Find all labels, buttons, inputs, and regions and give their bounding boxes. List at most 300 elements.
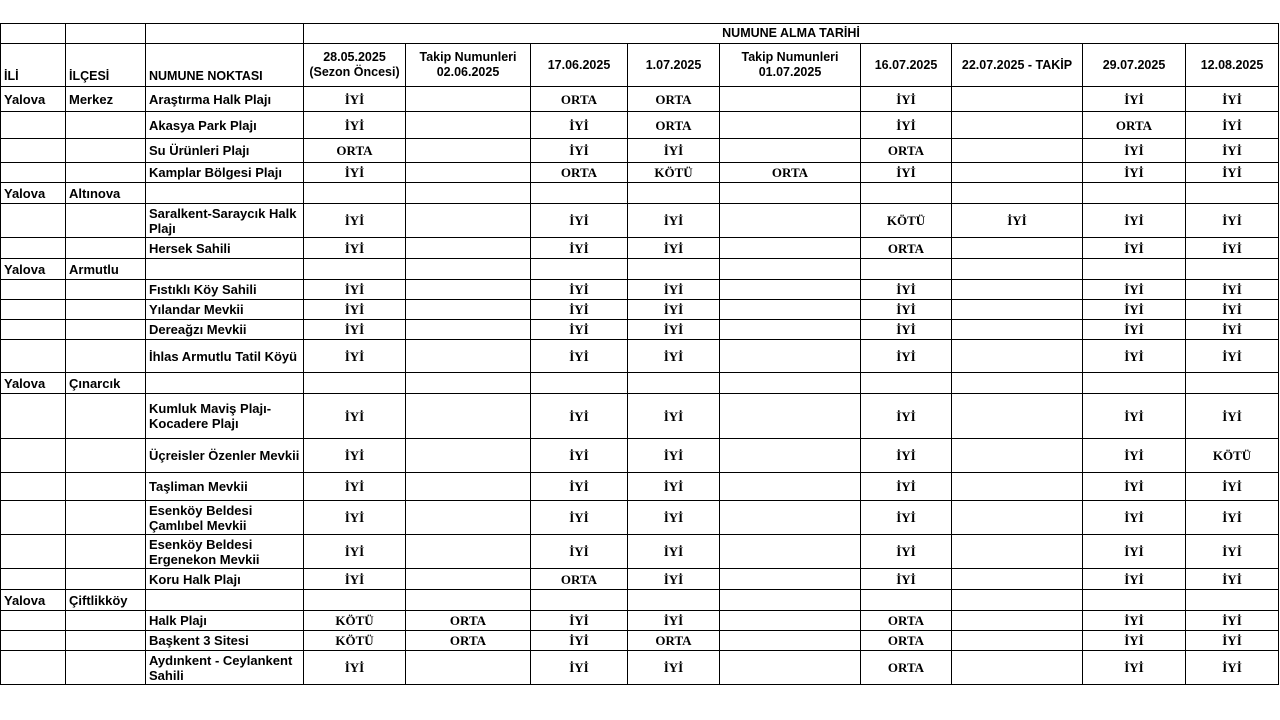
- cell-quality-result: [952, 300, 1083, 320]
- cell-il: [1, 320, 66, 340]
- cell-quality-result: [406, 439, 531, 473]
- cell-quality-result: [952, 394, 1083, 439]
- cell-sampling-point: Dereağzı Mevkii: [146, 320, 304, 340]
- cell-il: [1, 163, 66, 183]
- cell-ilce: [66, 651, 146, 685]
- cell-quality-result: İYİ: [1186, 535, 1279, 569]
- cell-quality-result: [952, 501, 1083, 535]
- cell-quality-result: ORTA: [861, 238, 952, 259]
- cell-quality-result: [406, 590, 531, 611]
- cell-quality-result: [304, 259, 406, 280]
- table-row: [1, 183, 1279, 204]
- cell-ilce: Çınarcık: [66, 373, 146, 394]
- cell-ilce: [66, 611, 146, 631]
- cell-ilce: [66, 112, 146, 139]
- cell-quality-result: [861, 183, 952, 204]
- cell-ilce: [66, 340, 146, 373]
- cell-quality-result: [720, 473, 861, 501]
- cell-il: [1, 631, 66, 651]
- cell-quality-result: İYİ: [628, 204, 720, 238]
- cell-quality-result: [406, 535, 531, 569]
- cell-quality-result: İYİ: [628, 611, 720, 631]
- cell-quality-result: İYİ: [628, 340, 720, 373]
- cell-quality-result: [531, 259, 628, 280]
- cell-quality-result: İYİ: [1186, 204, 1279, 238]
- cell-quality-result: İYİ: [861, 87, 952, 112]
- cell-quality-result: İYİ: [1186, 300, 1279, 320]
- cell-ilce: Çiftlikköy: [66, 590, 146, 611]
- cell-il: Yalova: [1, 183, 66, 204]
- header-blank: [1, 24, 66, 44]
- cell-quality-result: İYİ: [628, 320, 720, 340]
- cell-quality-result: İYİ: [531, 204, 628, 238]
- cell-quality-result: İYİ: [628, 535, 720, 569]
- cell-quality-result: [406, 139, 531, 163]
- cell-quality-result: İYİ: [531, 439, 628, 473]
- cell-quality-result: İYİ: [304, 280, 406, 300]
- cell-quality-result: [406, 320, 531, 340]
- table-row: [1, 259, 1279, 280]
- cell-sampling-point: Hersek Sahili: [146, 238, 304, 259]
- cell-sampling-point: İhlas Armutlu Tatil Köyü: [146, 340, 304, 373]
- cell-quality-result: İYİ: [628, 439, 720, 473]
- cell-quality-result: ORTA: [406, 631, 531, 651]
- cell-quality-result: [720, 112, 861, 139]
- cell-quality-result: İYİ: [304, 163, 406, 183]
- cell-quality-result: İYİ: [861, 112, 952, 139]
- cell-quality-result: İYİ: [304, 651, 406, 685]
- cell-quality-result: [406, 373, 531, 394]
- cell-quality-result: [720, 611, 861, 631]
- cell-sampling-point: Yılandar Mevkii: [146, 300, 304, 320]
- cell-quality-result: [720, 340, 861, 373]
- cell-quality-result: İYİ: [531, 139, 628, 163]
- cell-quality-result: İYİ: [861, 501, 952, 535]
- cell-quality-result: İYİ: [1083, 394, 1186, 439]
- cell-quality-result: [952, 280, 1083, 300]
- cell-quality-result: İYİ: [861, 535, 952, 569]
- cell-ilce: [66, 631, 146, 651]
- cell-quality-result: İYİ: [304, 112, 406, 139]
- cell-quality-result: [952, 183, 1083, 204]
- cell-quality-result: İYİ: [861, 569, 952, 590]
- header-blank: [66, 24, 146, 44]
- cell-quality-result: İYİ: [304, 300, 406, 320]
- cell-quality-result: ORTA: [1083, 112, 1186, 139]
- cell-quality-result: [720, 238, 861, 259]
- cell-quality-result: [720, 631, 861, 651]
- table-row: [1, 87, 1279, 112]
- cell-quality-result: [720, 139, 861, 163]
- cell-quality-result: İYİ: [628, 473, 720, 501]
- cell-quality-result: İYİ: [531, 631, 628, 651]
- cell-quality-result: ORTA: [304, 139, 406, 163]
- cell-quality-result: [720, 394, 861, 439]
- cell-quality-result: ORTA: [628, 112, 720, 139]
- cell-ilce: Merkez: [66, 87, 146, 112]
- water-quality-sheet: [0, 23, 1279, 685]
- cell-quality-result: İYİ: [531, 340, 628, 373]
- cell-quality-result: İYİ: [628, 280, 720, 300]
- cell-quality-result: [628, 183, 720, 204]
- cell-ilce: Armutlu: [66, 259, 146, 280]
- cell-quality-result: [720, 535, 861, 569]
- cell-quality-result: İYİ: [304, 473, 406, 501]
- cell-quality-result: [720, 87, 861, 112]
- cell-quality-result: İYİ: [1083, 87, 1186, 112]
- cell-ilce: Altınova: [66, 183, 146, 204]
- cell-quality-result: ORTA: [531, 163, 628, 183]
- cell-quality-result: ORTA: [861, 611, 952, 631]
- cell-quality-result: [720, 300, 861, 320]
- cell-quality-result: [720, 204, 861, 238]
- cell-quality-result: [952, 112, 1083, 139]
- table-row: [1, 651, 1279, 685]
- cell-sampling-point: [146, 373, 304, 394]
- cell-sampling-point: [146, 259, 304, 280]
- cell-quality-result: [952, 238, 1083, 259]
- cell-quality-result: [1186, 259, 1279, 280]
- cell-quality-result: İYİ: [1186, 473, 1279, 501]
- table-row: [1, 320, 1279, 340]
- header-blank: [146, 24, 304, 44]
- col-header-il: İLİ: [1, 44, 66, 87]
- cell-quality-result: İYİ: [628, 569, 720, 590]
- cell-quality-result: [952, 473, 1083, 501]
- cell-quality-result: [861, 373, 952, 394]
- cell-quality-result: [628, 373, 720, 394]
- header-group-row: [1, 24, 1279, 44]
- cell-quality-result: [952, 259, 1083, 280]
- cell-quality-result: KÖTÜ: [304, 631, 406, 651]
- cell-quality-result: ORTA: [406, 611, 531, 631]
- cell-quality-result: [406, 569, 531, 590]
- cell-quality-result: [952, 340, 1083, 373]
- cell-quality-result: [861, 590, 952, 611]
- cell-quality-result: İYİ: [861, 340, 952, 373]
- cell-il: Yalova: [1, 87, 66, 112]
- cell-sampling-point: [146, 183, 304, 204]
- col-header-date: 16.07.2025: [861, 44, 952, 87]
- cell-ilce: [66, 535, 146, 569]
- cell-sampling-point: Esenköy Beldesi Çamlıbel Mevkii: [146, 501, 304, 535]
- cell-il: [1, 280, 66, 300]
- table-row: [1, 590, 1279, 611]
- cell-ilce: [66, 501, 146, 535]
- cell-quality-result: İYİ: [1083, 238, 1186, 259]
- cell-quality-result: İYİ: [304, 320, 406, 340]
- cell-quality-result: İYİ: [1083, 651, 1186, 685]
- cell-quality-result: İYİ: [531, 300, 628, 320]
- cell-il: [1, 439, 66, 473]
- table-row: [1, 204, 1279, 238]
- cell-ilce: [66, 238, 146, 259]
- cell-sampling-point: Saralkent-Saraycık Halk Plajı: [146, 204, 304, 238]
- cell-sampling-point: Üçreisler Özenler Mevkii: [146, 439, 304, 473]
- cell-il: [1, 112, 66, 139]
- cell-quality-result: [720, 373, 861, 394]
- cell-quality-result: İYİ: [628, 394, 720, 439]
- table-row: [1, 394, 1279, 439]
- table-row: [1, 280, 1279, 300]
- cell-il: [1, 569, 66, 590]
- cell-ilce: [66, 473, 146, 501]
- cell-ilce: [66, 394, 146, 439]
- cell-quality-result: İYİ: [628, 139, 720, 163]
- cell-quality-result: İYİ: [628, 300, 720, 320]
- col-header-date: Takip Numunleri 02.06.2025: [406, 44, 531, 87]
- cell-quality-result: [952, 320, 1083, 340]
- cell-sampling-point: Araştırma Halk Plajı: [146, 87, 304, 112]
- cell-il: [1, 394, 66, 439]
- cell-quality-result: [628, 590, 720, 611]
- cell-quality-result: İYİ: [861, 473, 952, 501]
- cell-quality-result: [952, 87, 1083, 112]
- cell-quality-result: İYİ: [531, 651, 628, 685]
- cell-quality-result: ORTA: [861, 631, 952, 651]
- col-header-date: 12.08.2025: [1186, 44, 1279, 87]
- cell-quality-result: İYİ: [861, 163, 952, 183]
- cell-sampling-point: Kamplar Bölgesi Plajı: [146, 163, 304, 183]
- cell-quality-result: ORTA: [628, 631, 720, 651]
- cell-quality-result: [952, 590, 1083, 611]
- cell-quality-result: ORTA: [861, 139, 952, 163]
- table-row: [1, 631, 1279, 651]
- cell-quality-result: [720, 320, 861, 340]
- cell-quality-result: [304, 373, 406, 394]
- cell-quality-result: [531, 590, 628, 611]
- cell-il: [1, 300, 66, 320]
- cell-quality-result: [1186, 590, 1279, 611]
- header-row: [1, 44, 1279, 87]
- cell-quality-result: [1083, 183, 1186, 204]
- cell-quality-result: [406, 259, 531, 280]
- cell-quality-result: [952, 651, 1083, 685]
- table-row: [1, 139, 1279, 163]
- cell-quality-result: İYİ: [1083, 340, 1186, 373]
- cell-ilce: [66, 204, 146, 238]
- col-header-date: 17.06.2025: [531, 44, 628, 87]
- cell-ilce: [66, 280, 146, 300]
- cell-quality-result: İYİ: [1186, 651, 1279, 685]
- cell-il: [1, 204, 66, 238]
- cell-quality-result: İYİ: [304, 238, 406, 259]
- cell-quality-result: İYİ: [1186, 501, 1279, 535]
- col-header-ilce: İLÇESİ: [66, 44, 146, 87]
- cell-quality-result: İYİ: [861, 439, 952, 473]
- cell-quality-result: [720, 501, 861, 535]
- cell-quality-result: [952, 631, 1083, 651]
- cell-quality-result: İYİ: [1186, 87, 1279, 112]
- cell-quality-result: KÖTÜ: [628, 163, 720, 183]
- cell-quality-result: İYİ: [628, 651, 720, 685]
- table-row: [1, 569, 1279, 590]
- cell-quality-result: [1083, 373, 1186, 394]
- cell-il: [1, 651, 66, 685]
- cell-quality-result: [720, 259, 861, 280]
- cell-quality-result: İYİ: [531, 535, 628, 569]
- cell-quality-result: [1083, 590, 1186, 611]
- cell-ilce: [66, 139, 146, 163]
- table-body: [1, 87, 1279, 685]
- table-row: [1, 300, 1279, 320]
- cell-quality-result: İYİ: [861, 394, 952, 439]
- col-header-date: 29.07.2025: [1083, 44, 1186, 87]
- cell-quality-result: İYİ: [861, 320, 952, 340]
- table-row: [1, 163, 1279, 183]
- cell-quality-result: [406, 473, 531, 501]
- cell-quality-result: İYİ: [1186, 139, 1279, 163]
- cell-quality-result: [406, 394, 531, 439]
- cell-sampling-point: Başkent 3 Sitesi: [146, 631, 304, 651]
- table-row: [1, 439, 1279, 473]
- cell-quality-result: İYİ: [304, 569, 406, 590]
- cell-quality-result: İYİ: [628, 238, 720, 259]
- cell-quality-result: [304, 183, 406, 204]
- cell-quality-result: İYİ: [1186, 280, 1279, 300]
- cell-il: [1, 139, 66, 163]
- cell-il: [1, 340, 66, 373]
- cell-sampling-point: Akasya Park Plajı: [146, 112, 304, 139]
- cell-quality-result: İYİ: [1083, 569, 1186, 590]
- col-header-date: 22.07.2025 - TAKİP: [952, 44, 1083, 87]
- cell-quality-result: [531, 183, 628, 204]
- cell-sampling-point: Halk Plajı: [146, 611, 304, 631]
- cell-il: Yalova: [1, 590, 66, 611]
- cell-quality-result: İYİ: [1083, 320, 1186, 340]
- cell-il: Yalova: [1, 373, 66, 394]
- cell-quality-result: [531, 373, 628, 394]
- table-row: [1, 611, 1279, 631]
- cell-quality-result: İYİ: [304, 535, 406, 569]
- cell-il: Yalova: [1, 259, 66, 280]
- table-row: [1, 373, 1279, 394]
- cell-quality-result: [952, 611, 1083, 631]
- cell-quality-result: İYİ: [1186, 631, 1279, 651]
- cell-quality-result: [406, 204, 531, 238]
- cell-sampling-point: [146, 590, 304, 611]
- cell-quality-result: İYİ: [531, 280, 628, 300]
- col-header-date: 28.05.2025 (Sezon Öncesi): [304, 44, 406, 87]
- cell-quality-result: İYİ: [304, 439, 406, 473]
- cell-quality-result: ORTA: [628, 87, 720, 112]
- cell-sampling-point: Su Ürünleri Plajı: [146, 139, 304, 163]
- cell-quality-result: İYİ: [1186, 238, 1279, 259]
- table-row: [1, 238, 1279, 259]
- cell-quality-result: İYİ: [304, 501, 406, 535]
- cell-quality-result: [952, 439, 1083, 473]
- cell-quality-result: ORTA: [531, 87, 628, 112]
- cell-quality-result: İYİ: [1083, 611, 1186, 631]
- cell-quality-result: İYİ: [628, 501, 720, 535]
- cell-il: [1, 611, 66, 631]
- cell-quality-result: İYİ: [1083, 163, 1186, 183]
- cell-quality-result: [406, 112, 531, 139]
- cell-quality-result: İYİ: [304, 340, 406, 373]
- table-row: [1, 473, 1279, 501]
- cell-quality-result: [720, 590, 861, 611]
- cell-quality-result: İYİ: [531, 501, 628, 535]
- cell-quality-result: KÖTÜ: [1186, 439, 1279, 473]
- cell-quality-result: İYİ: [952, 204, 1083, 238]
- cell-quality-result: İYİ: [304, 394, 406, 439]
- cell-sampling-point: Esenköy Beldesi Ergenekon Mevkii: [146, 535, 304, 569]
- cell-quality-result: İYİ: [531, 112, 628, 139]
- col-header-date: Takip Numunleri 01.07.2025: [720, 44, 861, 87]
- cell-sampling-point: Aydınkent - Ceylankent Sahili: [146, 651, 304, 685]
- cell-quality-result: ORTA: [861, 651, 952, 685]
- cell-sampling-point: Kumluk Maviş Plajı-Kocadere Plajı: [146, 394, 304, 439]
- cell-quality-result: İYİ: [1186, 394, 1279, 439]
- cell-quality-result: [406, 651, 531, 685]
- cell-quality-result: İYİ: [1083, 535, 1186, 569]
- cell-quality-result: [952, 139, 1083, 163]
- cell-quality-result: İYİ: [1186, 112, 1279, 139]
- cell-quality-result: [406, 183, 531, 204]
- cell-ilce: [66, 439, 146, 473]
- cell-il: [1, 501, 66, 535]
- cell-quality-result: İYİ: [1186, 340, 1279, 373]
- cell-sampling-point: Taşliman Mevkii: [146, 473, 304, 501]
- cell-quality-result: İYİ: [1083, 631, 1186, 651]
- cell-quality-result: [406, 87, 531, 112]
- cell-il: [1, 473, 66, 501]
- cell-quality-result: İYİ: [531, 611, 628, 631]
- cell-quality-result: [628, 259, 720, 280]
- cell-quality-result: [720, 280, 861, 300]
- cell-quality-result: [952, 535, 1083, 569]
- table-row: [1, 112, 1279, 139]
- cell-quality-result: İYİ: [1083, 300, 1186, 320]
- cell-quality-result: ORTA: [531, 569, 628, 590]
- cell-quality-result: [720, 439, 861, 473]
- cell-quality-result: [406, 163, 531, 183]
- cell-quality-result: [406, 300, 531, 320]
- cell-quality-result: İYİ: [1083, 501, 1186, 535]
- cell-quality-result: İYİ: [531, 473, 628, 501]
- cell-quality-result: KÖTÜ: [304, 611, 406, 631]
- cell-quality-result: İYİ: [1083, 473, 1186, 501]
- cell-quality-result: İYİ: [531, 238, 628, 259]
- cell-quality-result: [720, 183, 861, 204]
- cell-sampling-point: Fıstıklı Köy Sahili: [146, 280, 304, 300]
- cell-il: [1, 238, 66, 259]
- sampling-date-group-title: NUMUNE ALMA TARİHİ: [304, 24, 1279, 44]
- cell-quality-result: [406, 501, 531, 535]
- cell-quality-result: [952, 569, 1083, 590]
- cell-quality-result: İYİ: [531, 394, 628, 439]
- cell-sampling-point: Koru Halk Plajı: [146, 569, 304, 590]
- cell-quality-result: [1186, 183, 1279, 204]
- cell-quality-result: İYİ: [304, 204, 406, 238]
- cell-quality-result: İYİ: [1083, 439, 1186, 473]
- cell-quality-result: [720, 651, 861, 685]
- col-header-date: 1.07.2025: [628, 44, 720, 87]
- cell-quality-result: İYİ: [1186, 569, 1279, 590]
- col-header-nokta: NUMUNE NOKTASI: [146, 44, 304, 87]
- cell-quality-result: [406, 238, 531, 259]
- cell-quality-result: ORTA: [720, 163, 861, 183]
- cell-quality-result: [1186, 373, 1279, 394]
- cell-ilce: [66, 320, 146, 340]
- cell-quality-result: [952, 373, 1083, 394]
- cell-quality-result: [720, 569, 861, 590]
- cell-quality-result: KÖTÜ: [861, 204, 952, 238]
- cell-quality-result: İYİ: [1186, 611, 1279, 631]
- cell-quality-result: İYİ: [861, 280, 952, 300]
- cell-quality-result: [406, 340, 531, 373]
- cell-quality-result: [952, 163, 1083, 183]
